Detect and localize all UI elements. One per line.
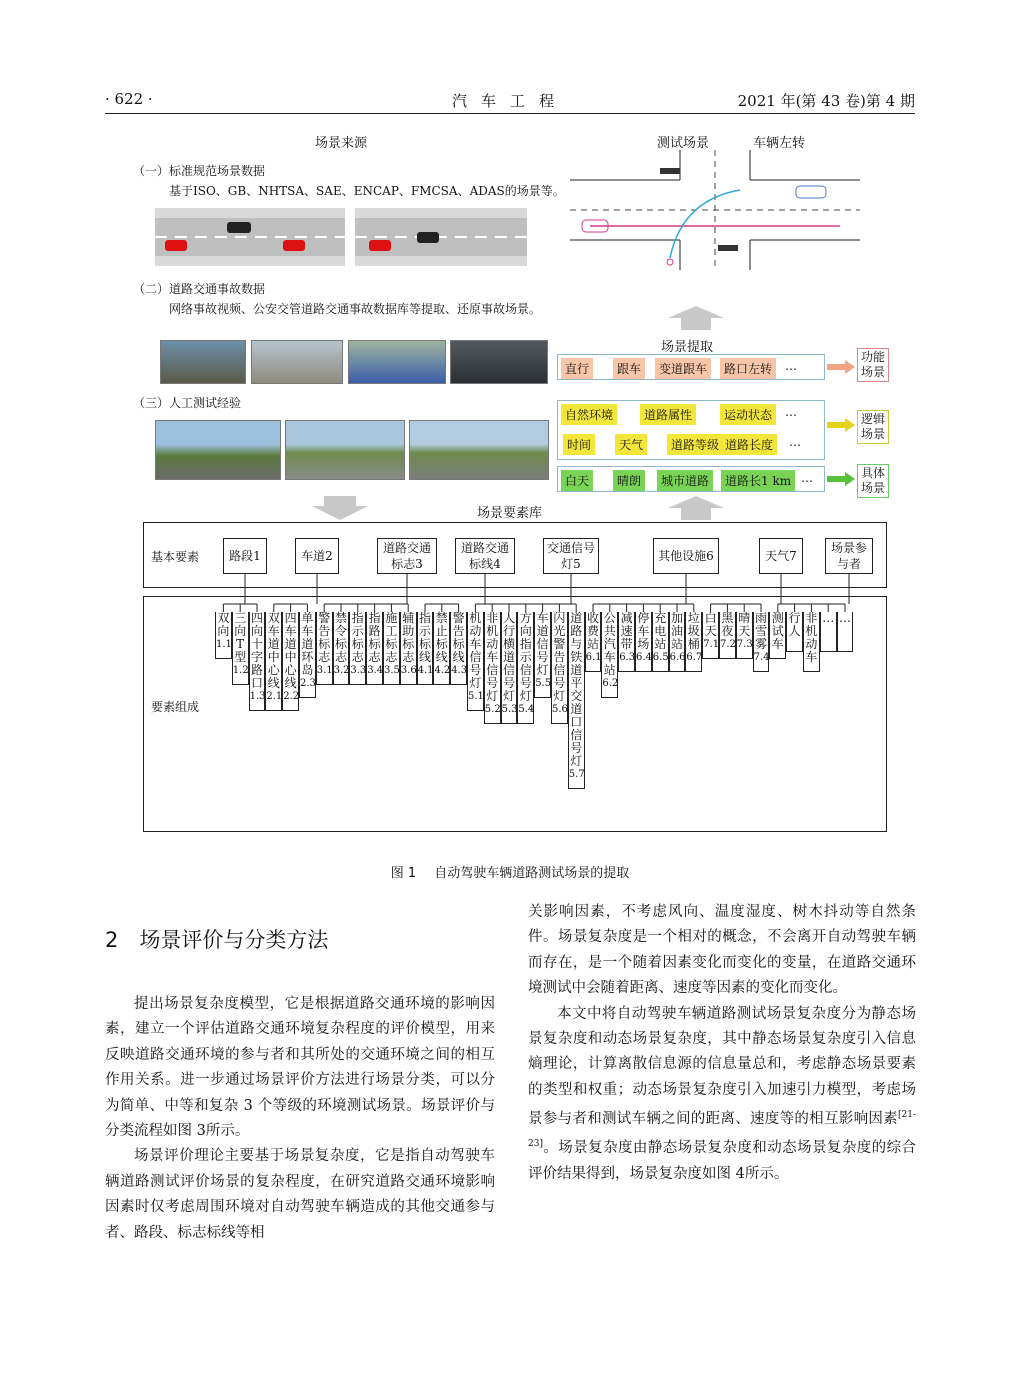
- element-name: 减速带: [620, 611, 633, 651]
- element-number: 1.3: [249, 691, 266, 702]
- element-number: 6.1: [585, 652, 602, 663]
- element-item: [736, 612, 753, 659]
- element-name: 三向T型: [234, 611, 247, 664]
- element-number: 7.1: [703, 639, 720, 650]
- element-item: [333, 612, 350, 685]
- paragraph: 场景评价理论主要基于场景复杂度，它是指自动驾驶车辆道路测试评价场景的复杂程度，在研究道路交通环境影响因素时仅考虑周围环境对自动驾驶车辆造成的其他交通参与者、路段、标志标线等相: [105, 1148, 495, 1241]
- element-name: 警告标志: [318, 611, 331, 664]
- logical-item: 道路长度: [721, 434, 777, 455]
- element-number: 2.1: [266, 691, 283, 702]
- basic-element: 车道2: [295, 538, 339, 574]
- source-title: 场景来源: [315, 136, 368, 151]
- element-number: 4.1: [417, 665, 434, 676]
- element-item: [299, 612, 316, 698]
- paragraph: 提出场景复杂度模型，它是根据道路交通环境的影响因素，建立一个评估道路交通环境复杂程度的评价模型，用来反映道路交通环境的参与者和其所处的交通环境之间的相互作用关系。进一步通过场景评价方法进行场景分类，可以分为简单、中等和复杂 3 个等级的环境测试场景。场景评价与分类流程如图 3所示。: [105, 996, 495, 1140]
- element-name: 晴天: [738, 611, 751, 638]
- element-item: [400, 612, 417, 685]
- logical-item: 道路等级: [667, 434, 723, 455]
- logical-side: 逻辑场景: [857, 410, 889, 444]
- element-item: [249, 612, 266, 711]
- element-item: [635, 612, 652, 672]
- element-name: 指路标志: [368, 611, 381, 664]
- element-item: [383, 612, 400, 685]
- element-number: 7.3: [736, 639, 753, 650]
- element-item: [450, 612, 467, 685]
- element-number: 5.4: [518, 704, 535, 715]
- page-header: [105, 88, 915, 114]
- functional-item: …: [785, 359, 797, 373]
- basic-element: 其他设施6: [653, 538, 719, 574]
- element-number: 1.1: [216, 639, 232, 650]
- basic-element: 路段1: [223, 538, 267, 574]
- element-name: 辅助标志: [402, 611, 415, 664]
- issue-info: 2021 年(第 43 卷)第 4 期: [737, 92, 915, 110]
- source-1-desc: 基于ISO、GB、NHTSA、SAE、ENCAP、FMCSA、ADAS的场景等。: [169, 184, 565, 198]
- element-number: 6.5: [652, 652, 669, 663]
- element-number: 5.3: [501, 704, 518, 715]
- journal-title: 汽车工程: [451, 92, 568, 110]
- element-item: [534, 612, 551, 698]
- element-name: 双车道中心线: [267, 611, 280, 690]
- element-item: [417, 612, 434, 685]
- figure-caption: [105, 862, 915, 881]
- element-name: 车道信号灯: [536, 611, 549, 677]
- left-column: [105, 900, 495, 1246]
- element-item: [316, 612, 333, 685]
- element-item: [719, 612, 736, 659]
- functional-item: 直行: [561, 358, 593, 379]
- element-number: 5.2: [484, 704, 501, 715]
- functional-item: 路口左转: [720, 358, 776, 379]
- figure-1: [105, 124, 915, 844]
- element-item: [786, 612, 803, 652]
- element-number: 4.3: [451, 665, 468, 676]
- element-name: 人行横道信号灯: [502, 611, 515, 703]
- source-3-label: （三）人工测试经验: [133, 396, 242, 410]
- element-name: …: [822, 611, 835, 625]
- element-name: 充电站: [654, 611, 667, 651]
- section-heading: 2 场景评价与分类方法: [105, 928, 329, 952]
- basic-element: 天气7: [759, 538, 803, 574]
- element-number: 3.3: [350, 665, 367, 676]
- element-name: 加油站: [670, 611, 683, 651]
- element-number: 5.6: [552, 704, 568, 715]
- element-number: 7.2: [720, 639, 736, 650]
- concrete-item: 晴朗: [613, 470, 645, 491]
- logical-item: 天气: [615, 434, 647, 455]
- paragraph: [528, 1002, 916, 1188]
- element-number: 6.7: [686, 652, 703, 663]
- logical-item: 自然环境: [561, 404, 617, 425]
- element-name: 指示标志: [351, 611, 364, 664]
- element-name: 施工标志: [385, 611, 398, 664]
- caption-text: 自动驾驶车辆道路测试场景的提取: [434, 866, 630, 881]
- element-name: 四车道中心线: [284, 611, 297, 690]
- element-item: [265, 612, 282, 711]
- element-item: [282, 612, 299, 711]
- element-item: [366, 612, 383, 685]
- element-number: 3.1: [316, 665, 333, 676]
- element-item: [568, 612, 585, 789]
- element-number: 3.6: [400, 665, 417, 676]
- basic-element: 道路交通标志3: [377, 538, 437, 574]
- concrete-item: 道路长1 km: [721, 470, 795, 491]
- element-item: [837, 612, 854, 652]
- basic-element: 交通信号灯5: [543, 538, 599, 574]
- logical-item: …: [789, 435, 801, 449]
- element-name: 禁止标线: [435, 611, 448, 664]
- logical-item: 运动状态: [720, 404, 776, 425]
- element-item: [484, 612, 501, 724]
- element-item: [601, 612, 618, 698]
- element-name: 非机动车信号灯: [486, 611, 499, 703]
- basic-label: 基本要素: [151, 550, 200, 564]
- test-scene-title: 测试场景: [657, 136, 710, 151]
- element-name: 双向: [217, 611, 230, 638]
- concrete-item: 城市道路: [657, 470, 713, 491]
- citation: [21-23]: [528, 1110, 916, 1150]
- element-item: [618, 612, 635, 672]
- element-name: 闪光警告信号灯: [553, 611, 566, 703]
- functional-item: 跟车: [613, 358, 645, 379]
- element-name: 行人: [788, 611, 801, 638]
- element-item: [702, 612, 719, 659]
- element-item: [685, 612, 702, 672]
- right-column: [528, 900, 916, 1187]
- concrete-item: …: [801, 471, 813, 485]
- element-number: 2.3: [300, 678, 316, 689]
- element-name: 垃圾桶: [687, 611, 700, 651]
- logical-item: …: [785, 405, 797, 419]
- element-number: 6.2: [602, 678, 619, 689]
- element-name: 停车场: [637, 611, 650, 651]
- element-name: 收费站: [586, 611, 599, 651]
- element-name: 警告标线: [452, 611, 465, 664]
- element-number: 5.1: [468, 691, 484, 702]
- element-name: 道路与铁道平交道口信号灯: [570, 611, 583, 768]
- basic-element: 道路交通标线4: [455, 538, 515, 574]
- element-item: [551, 612, 568, 724]
- element-number: 7.4: [753, 652, 770, 663]
- element-number: 6.6: [669, 652, 686, 663]
- element-item: [517, 612, 534, 724]
- logical-item: 道路属性: [640, 404, 696, 425]
- basic-element: 场景参与者: [825, 538, 873, 574]
- element-item: [820, 612, 837, 652]
- element-name: 指示标线: [418, 611, 431, 664]
- concrete-side: 具体场景: [857, 464, 889, 498]
- element-name: 白天: [704, 611, 717, 638]
- source-2-desc: 网络事故视频、公安交管道路交通事故数据库等提取、还原事故场景。: [169, 302, 542, 316]
- caption-number: 图 1: [390, 866, 417, 881]
- element-number: 3.2: [333, 665, 350, 676]
- source-1-label: （一）标准规范场景数据: [133, 164, 266, 178]
- element-item: [652, 612, 669, 672]
- element-number: 1.2: [232, 665, 249, 676]
- element-item: [433, 612, 450, 685]
- element-name: 四向十字路口: [250, 611, 263, 690]
- extraction-title: 场景提取: [661, 340, 714, 355]
- element-item: [349, 612, 366, 685]
- element-name: 雨雪雾: [754, 611, 767, 651]
- element-number: 3.4: [367, 665, 384, 676]
- element-name: 黑夜: [721, 611, 734, 638]
- element-item: [753, 612, 770, 672]
- element-item: [215, 612, 232, 659]
- element-number: 5.5: [535, 678, 552, 689]
- composition-label: 要素组成: [151, 700, 200, 714]
- library-title: 场景要素库: [477, 506, 543, 521]
- logical-item: 时间: [563, 434, 595, 455]
- left-turn-title: 车辆左转: [753, 136, 806, 151]
- concrete-item: 白天: [561, 470, 593, 491]
- page-number: · 622 ·: [105, 90, 153, 108]
- element-number: 2.2: [283, 691, 300, 702]
- element-name: 禁令标志: [334, 611, 347, 664]
- element-item: [769, 612, 786, 659]
- element-number: 4.2: [434, 665, 451, 676]
- element-name: 公共汽车站: [603, 611, 616, 677]
- paragraph-text: 。场景复杂度由静态场景复杂度和动态场景复杂度的综合评价结果得到，场景复杂度如图 4所示。: [528, 1140, 916, 1182]
- element-item: [669, 612, 686, 672]
- element-name: 方向指示信号灯: [519, 611, 532, 703]
- paragraph: 关影响因素，不考虑风向、温度湿度、树木抖动等自然条件。场景复杂度是一个相对的概念，不会离开自动驾驶车辆而存在，是一个随着因素变化而变化的变量，在道路交通环境测试中会随着距离、速度等因素的变化而变化。: [528, 904, 916, 997]
- element-item: [467, 612, 484, 711]
- element-name: 机动车信号灯: [469, 611, 482, 690]
- functional-side: 功能场景: [857, 348, 889, 382]
- functional-item: 变道跟车: [655, 358, 711, 379]
- element-number: 6.4: [636, 652, 652, 663]
- element-item: [585, 612, 602, 672]
- element-number: 6.3: [619, 652, 636, 663]
- element-name: 单车道环岛: [301, 611, 314, 677]
- element-number: 3.5: [384, 665, 400, 676]
- source-2-label: （二）道路交通事故数据: [133, 282, 266, 296]
- element-item: [232, 612, 249, 685]
- element-name: …: [838, 611, 851, 625]
- paragraph-text: 本文中将自动驾驶车辆道路测试场景复杂度分为静态场景复杂度和动态场景复杂度，其中静态场景复杂度引入信息熵理论，计算离散信息源的信息量总和，考虑静态场景要素的类型和权重；动态场景复杂度引入加速引力模型，考虑场景参与者和测试车辆之间的距离、速度等的相互影响因素: [528, 1005, 916, 1128]
- element-number: 5.7: [568, 769, 585, 780]
- element-item: [803, 612, 820, 672]
- element-name: 测试车: [771, 611, 784, 651]
- element-item: [501, 612, 518, 724]
- element-name: 非机动车: [805, 611, 818, 664]
